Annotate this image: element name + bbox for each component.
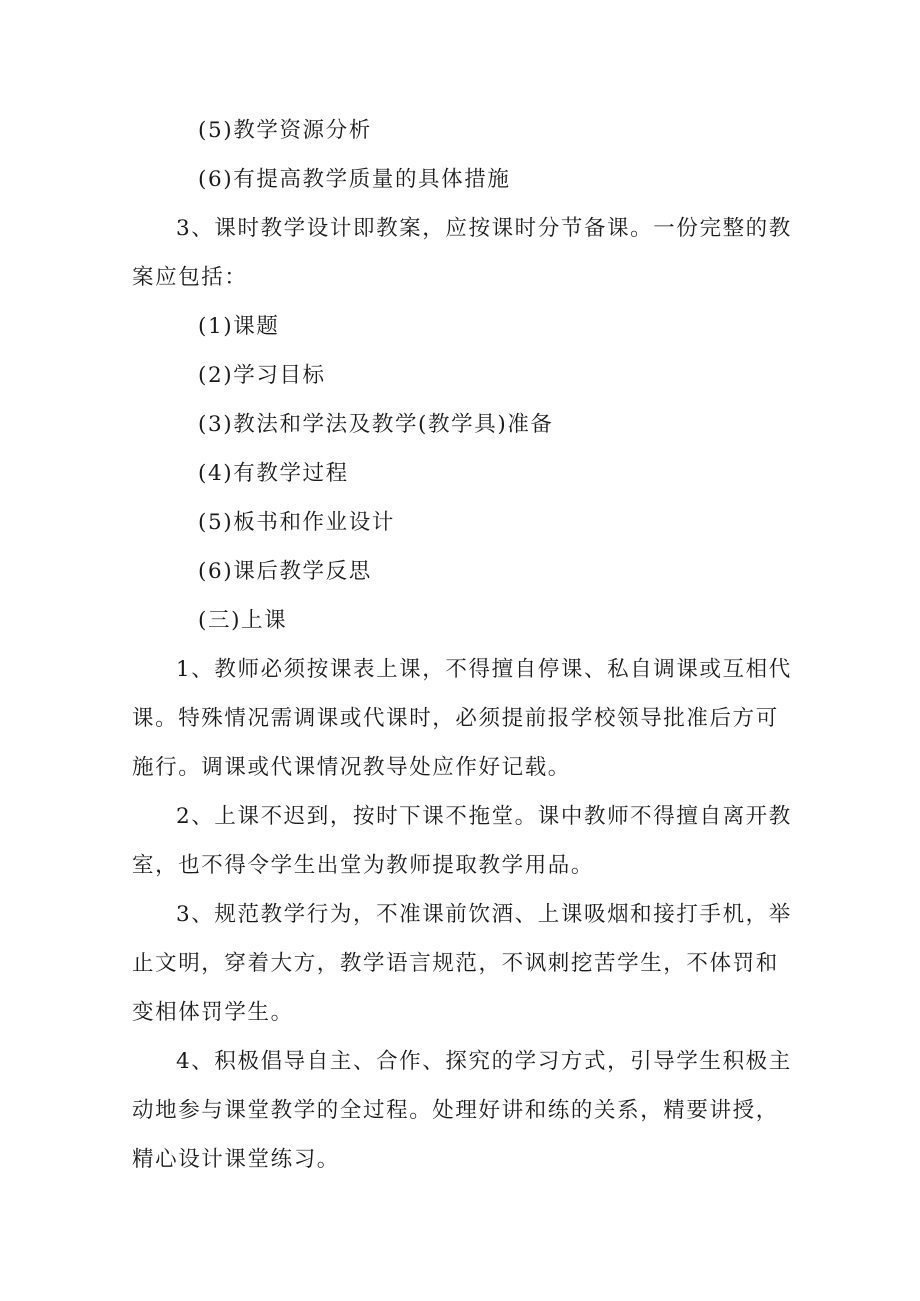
- list-item-teaching-methods: (3)教法和学法及教学(教学具)准备: [198, 412, 554, 437]
- document-body: [132, 106, 792, 1184]
- paragraph-conduct-line-1: 3、规范教学行为，不准课前饮酒、上课吸烟和接打手机，举: [176, 902, 792, 927]
- paragraph-schedule-line-2: 课。特殊情况需调课或代课时，必须提前报学校领导批准后方可: [132, 706, 779, 731]
- list-item-board-homework: (5)板书和作业设计: [198, 510, 395, 535]
- section-heading-class: (三)上课: [198, 608, 288, 633]
- list-item-quality-measures: (6)有提高教学质量的具体措施: [198, 167, 511, 192]
- paragraph-learning-style-line-1: 4、积极倡导自主、合作、探究的学习方式，引导学生积极主: [176, 1049, 792, 1074]
- list-item-teaching-process: (4)有教学过程: [198, 461, 349, 486]
- paragraph-punctuality-line-1: 2、上课不迟到，按时下课不拖堂。课中教师不得擅自离开教: [176, 804, 792, 829]
- paragraph-learning-style-line-3: 精心设计课堂练习。: [132, 1147, 340, 1172]
- paragraph-schedule-line-3: 施行。调课或代课情况教导处应作好记载。: [132, 755, 571, 780]
- paragraph-schedule-line-1: 1、教师必须按课表上课，不得擅自停课、私自调课或互相代: [176, 657, 792, 682]
- paragraph-conduct-line-2: 止文明，穿着大方，教学语言规范，不讽刺挖苦学生，不体罚和: [132, 951, 779, 976]
- paragraph-conduct-line-3: 变相体罚学生。: [132, 1000, 294, 1025]
- paragraph-punctuality-line-2: 室，也不得令学生出堂为教师提取教学用品。: [132, 853, 595, 878]
- list-item-topic: (1)课题: [198, 314, 280, 339]
- paragraph-lesson-plan-line-2: 案应包括：: [132, 265, 248, 290]
- list-item-learning-goals: (2)学习目标: [198, 363, 326, 388]
- paragraph-learning-style-line-2: 动地参与课堂教学的全过程。处理好讲和练的关系，精要讲授，: [132, 1098, 779, 1123]
- list-item-resource-analysis: (5)教学资源分析: [198, 118, 372, 143]
- paragraph-lesson-plan-line-1: 3、课时教学设计即教案，应按课时分节备课。一份完整的教: [176, 216, 792, 241]
- list-item-reflection: (6)课后教学反思: [198, 559, 372, 584]
